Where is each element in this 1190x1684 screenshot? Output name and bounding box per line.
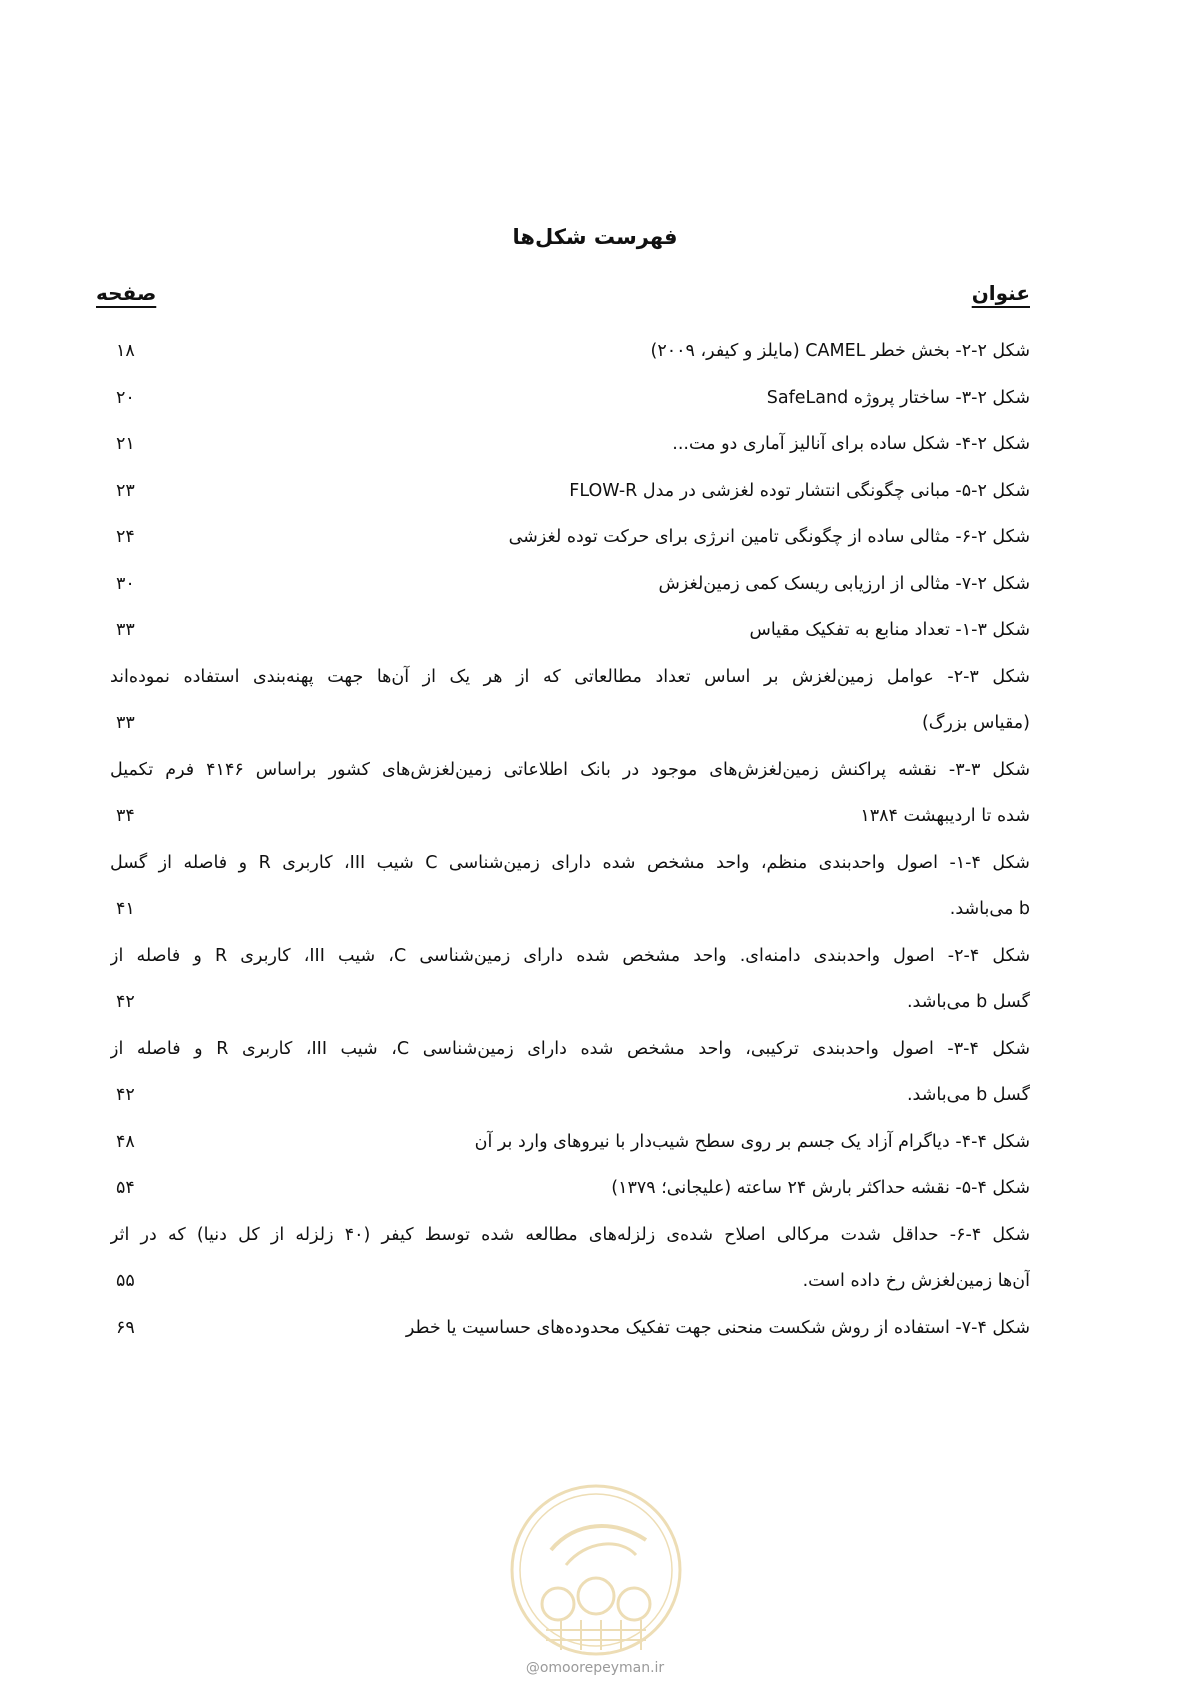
- list-item[interactable]: [110, 1119, 1030, 1166]
- list-item[interactable]: [110, 1305, 1030, 1352]
- entry-label: شکل ۴-۵- نقشه حداکثر بارش ۲۴ ساعته (علیجانی؛ ۱۳۷۹): [611, 1178, 1030, 1198]
- figure-list: [110, 328, 1030, 1351]
- page-number: ۳۴: [116, 806, 135, 826]
- watermark-logo: [506, 1480, 686, 1660]
- column-header-page: صفحه: [96, 281, 157, 305]
- entry-label-continued: آن‌ها زمین‌لغزش رخ داده است.: [802, 1271, 1030, 1291]
- entry-label-continued: گسل b می‌باشد.: [906, 992, 1030, 1012]
- entry-label: شکل ۴-۶- حداقل شدت مرکالی اصلاح شده‌ی زلزله‌های مطالعه شده توسط کیفر (۴۰ زلزله از کل دنیا) که در اثر: [110, 1224, 1030, 1245]
- entry-label-continued: b می‌باشد.: [949, 899, 1030, 919]
- entry-label-continued: (مقیاس بزرگ): [921, 713, 1030, 733]
- list-item[interactable]: [110, 1026, 1030, 1119]
- list-item[interactable]: [110, 840, 1030, 933]
- page-number: ۱۸: [116, 341, 135, 361]
- entry-label-continued: شده تا اردیبهشت ۱۳۸۴: [860, 806, 1030, 826]
- list-item[interactable]: [110, 328, 1030, 375]
- column-header-title: عنوان: [971, 281, 1030, 305]
- entry-label: شکل ۲-۴- شکل ساده برای آنالیز آماری دو مت...: [672, 434, 1030, 454]
- page-number: ۴۸: [116, 1131, 135, 1152]
- page-number: ۲۰: [116, 387, 135, 408]
- page-number: ۵۴: [116, 1178, 135, 1198]
- entry-label: شکل ۳-۲- عوامل زمین‌لغزش بر اساس تعداد مطالعاتی که از هر یک از آن‌ها جهت پهنه‌بندی استفاده نموده‌اند: [110, 666, 1030, 687]
- list-item[interactable]: [110, 1165, 1030, 1212]
- list-item[interactable]: [110, 514, 1030, 561]
- list-item[interactable]: [110, 654, 1030, 747]
- entry-label-continued: گسل b می‌باشد.: [906, 1085, 1030, 1105]
- entry-label: شکل ۲-۳- ساختار پروژه SafeLand: [766, 387, 1030, 408]
- list-item[interactable]: [110, 747, 1030, 840]
- page-number: ۴۲: [116, 992, 135, 1012]
- page-number: ۳۳: [116, 713, 135, 733]
- entry-label: شکل ۳-۱- تعداد منابع به تفکیک مقیاس: [749, 620, 1030, 640]
- entry-label: شکل ۲-۷- مثالی از ارزیابی ریسک کمی زمین‌لغزش: [658, 573, 1030, 594]
- page-number: ۶۹: [116, 1317, 135, 1338]
- list-item[interactable]: [110, 561, 1030, 608]
- entry-label: شکل ۳-۳- نقشه پراکنش زمین‌لغزش‌های موجود در بانک اطلاعاتی زمین‌لغزش‌های کشور براساس ۴۱۴۶ فرم تکمیل: [110, 759, 1030, 780]
- entry-label: شکل ۲-۵- مبانی چگونگی انتشار توده لغزشی در مدل FLOW-R: [569, 480, 1030, 501]
- entry-label: شکل ۴-۴- دیاگرام آزاد یک جسم بر روی سطح شیب‌دار با نیروهای وارد بر آن: [474, 1131, 1030, 1152]
- page-number: ۲۳: [116, 480, 135, 501]
- entry-label: شکل ۲-۲- بخش خطر CAMEL (مایلز و کیفر، ۲۰۰۹): [650, 341, 1030, 361]
- list-item[interactable]: [110, 1212, 1030, 1305]
- page-number: ۴۲: [116, 1085, 135, 1105]
- page-number: ۴۱: [116, 899, 135, 919]
- page-number: ۲۱: [116, 434, 135, 454]
- page-number: ۳۰: [116, 573, 135, 594]
- list-item[interactable]: [110, 375, 1030, 422]
- list-item[interactable]: [110, 607, 1030, 654]
- entry-label: شکل ۴-۷- استفاده از روش شکست منحنی جهت تفکیک محدوده‌های حساسیت یا خطر: [405, 1317, 1030, 1338]
- toc-header: [96, 281, 1030, 313]
- list-item[interactable]: [110, 933, 1030, 1026]
- page-number: ۳۳: [116, 620, 135, 640]
- page-number: ۵۵: [116, 1271, 135, 1291]
- entry-label: شکل ۴-۱- اصول واحدبندی منظم، واحد مشخص شده دارای زمین‌شناسی C شیب III، کاربری R و فاصله از گسل: [110, 852, 1030, 873]
- list-item[interactable]: [110, 468, 1030, 515]
- entry-label: شکل ۲-۶- مثالی ساده از چگونگی تامین انرژی برای حرکت توده لغزشی: [508, 527, 1030, 547]
- page-title: فهرست شکل‌ها: [512, 225, 678, 249]
- page-number: ۲۴: [116, 527, 135, 547]
- entry-label: شکل ۴-۲- اصول واحدبندی دامنه‌ای. واحد مشخص شده دارای زمین‌شناسی C، شیب III، کاربری R و فاصله از: [110, 945, 1030, 966]
- entry-label: شکل ۴-۳- اصول واحدبندی ترکیبی، واحد مشخص شده دارای زمین‌شناسی C، شیب III، کاربری R و فاصله از: [110, 1038, 1030, 1059]
- watermark-url: @omoorepeyman.ir: [525, 1660, 665, 1676]
- list-item[interactable]: [110, 421, 1030, 468]
